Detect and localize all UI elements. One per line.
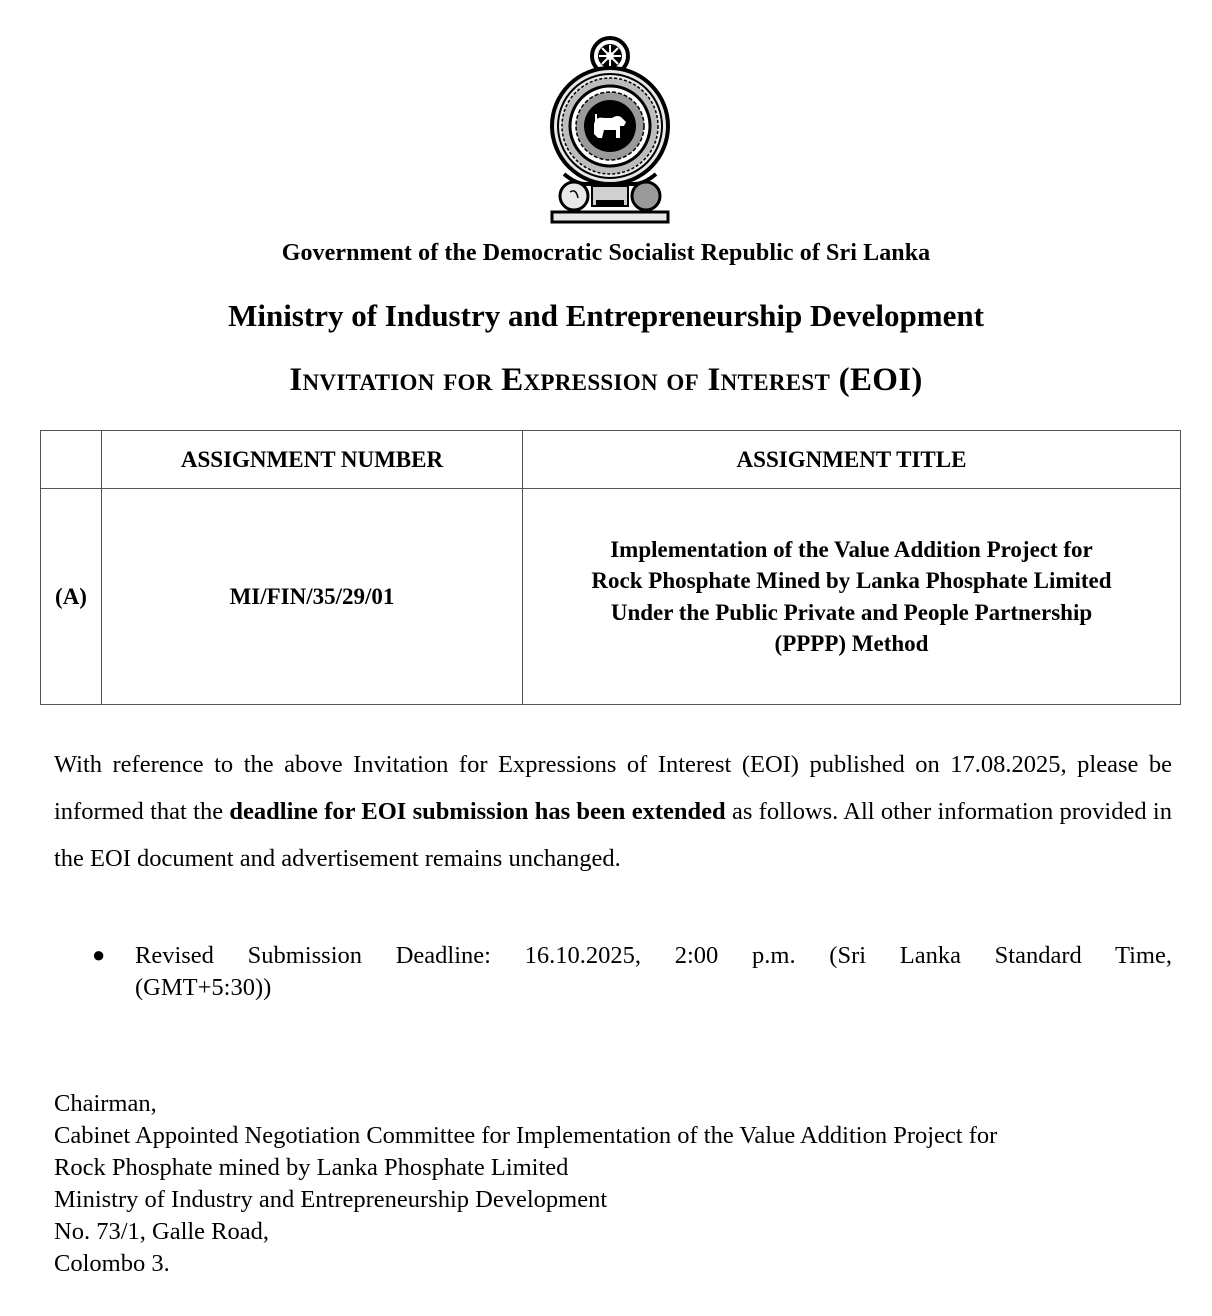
intro-bold-text: deadline for EOI submission has been extended xyxy=(229,798,726,825)
bullet-text xyxy=(135,940,1172,1004)
signature-committee: Cabinet Appointed Negotiation Committee for Implementation of the Value Addition Project for xyxy=(54,1122,998,1149)
column-header-label xyxy=(41,431,102,489)
column-header-assignment-title: ASSIGNMENT TITLE xyxy=(523,431,1181,489)
row-label: (A) xyxy=(41,489,102,705)
table-row xyxy=(41,489,1181,705)
intro-text-end: as follows. All other information provided in the EOI document and advertisement remains unchanged. xyxy=(54,798,1172,872)
signature-city: Colombo 3. xyxy=(54,1250,170,1277)
intro-paragraph xyxy=(54,741,1172,882)
national-emblem-icon xyxy=(546,34,674,226)
deadline-line-continued: (GMT+5:30)) xyxy=(135,974,272,1001)
assignment-title-line: Under the Public Private and People Partnership xyxy=(610,599,1093,625)
signature-ministry: Ministry of Industry and Entrepreneurship Development xyxy=(54,1186,608,1213)
ministry-heading: Ministry of Industry and Entrepreneurship Development xyxy=(228,298,984,333)
notice-title: Invitation for Expression of Interest (EOI) xyxy=(289,362,923,398)
table-header-row xyxy=(41,431,1181,489)
column-header-assignment-number: ASSIGNMENT NUMBER xyxy=(102,431,523,489)
signature-address: No. 73/1, Galle Road, xyxy=(54,1218,270,1245)
government-heading: Government of the Democratic Socialist Republic of Sri Lanka xyxy=(281,240,931,266)
assignment-title-line: (PPPP) Method xyxy=(774,631,929,656)
assignment-title xyxy=(523,489,1181,705)
signature-committee-continued: Rock Phosphate mined by Lanka Phosphate Limited xyxy=(54,1154,569,1181)
signature-block xyxy=(54,1088,997,1280)
bullet-icon: ● xyxy=(92,942,106,967)
assignment-number: MI/FIN/35/29/01 xyxy=(102,489,523,705)
emblem-graphic xyxy=(546,34,674,226)
deadline-line: Revised Submission Deadline: 16.10.2025, 2:00 p.m. (Sri Lanka Standard Time, xyxy=(135,942,1172,969)
assignment-title-line: Implementation of the Value Addition Project for xyxy=(610,536,1093,562)
assignment-title-line: Rock Phosphate Mined by Lanka Phosphate Limited xyxy=(591,568,1112,593)
assignment-table xyxy=(40,430,1181,705)
signature-title: Chairman, xyxy=(54,1090,157,1117)
intro-text: With reference to the above Invitation for Expressions of Interest (EOI) published on 17.08.2025, please be informed that the xyxy=(54,751,1172,825)
